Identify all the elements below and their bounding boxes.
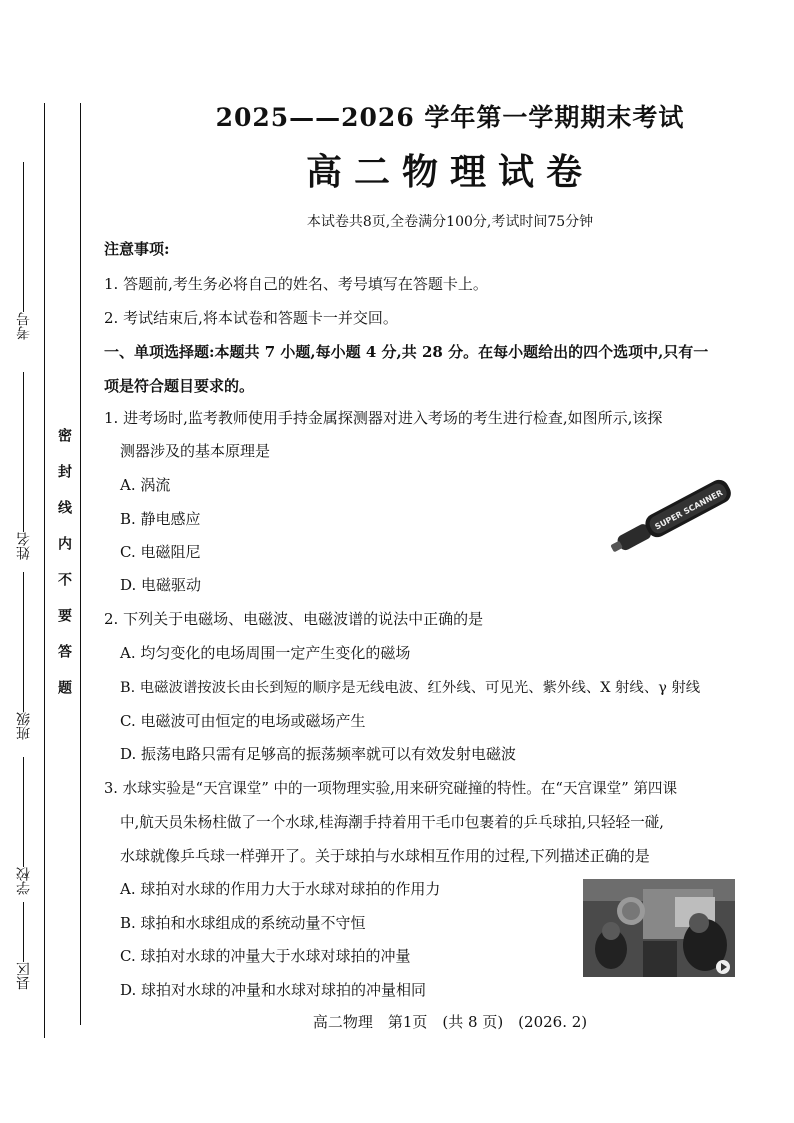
exam-info: 本试卷共8页,全卷满分100分,考试时间75分钟: [306, 214, 594, 230]
q3-option-a[interactable]: A. 球拍对水球的作用力大于水球对球拍的作用力: [120, 880, 441, 898]
section-heading: 一、单项选择题:本题共 7 小题,每小题 4 分,共 28 分。在每小题给出的四个选项中,只有一: [104, 343, 709, 361]
subject-title: 高二物理试卷: [305, 151, 594, 193]
question-1-text: 1. 进考场时,监考教师使用手持金属探测器对进入考场的考生进行检查,如图所示,该探: [104, 409, 663, 427]
q2-option-b[interactable]: B. 电磁波谱按波长由长到短的顺序是无线电波、红外线、可见光、紫外线、X 射线、γ 射线: [120, 680, 701, 696]
notice-heading: 注意事项:: [104, 240, 170, 258]
q1-option-b[interactable]: B. 静电感应: [120, 510, 201, 528]
q2-option-c[interactable]: C. 电磁波可由恒定的电场或磁场产生: [120, 712, 366, 730]
q1-option-c[interactable]: C. 电磁阻尼: [120, 543, 201, 561]
metal-detector-figure: [604, 466, 744, 566]
field-label: 班级: [16, 712, 32, 740]
field-school[interactable]: [8, 745, 40, 895]
field-label: 考号: [16, 312, 32, 340]
detector-label: SUPER SCANNER: [653, 488, 725, 532]
exam-title: 2025——2026 学年第一学期期末考试: [215, 103, 685, 132]
field-label: 姓名: [16, 532, 32, 560]
field-class[interactable]: [8, 560, 40, 740]
question-3-text: 3. 水球实验是“天宫课堂” 中的一项物理实验,用来研究碰撞的特性。在“天宫课堂” 第四课: [104, 780, 678, 797]
field-exam-number[interactable]: [8, 150, 40, 340]
q3-option-b[interactable]: B. 球拍和水球组成的系统动量不守恒: [120, 914, 366, 932]
field-county[interactable]: [8, 900, 40, 990]
question-3-text: 水球就像乒乓球一样弹开了。关于球拍与水球相互作用的过程,下列描述正确的是: [120, 847, 650, 865]
q3-option-d[interactable]: D. 球拍对水球的冲量和水球对球拍的冲量相同: [120, 981, 427, 999]
seal-note: 密封线内不要答题: [56, 428, 72, 716]
notice-item: 1. 答题前,考生务必将自己的姓名、考号填写在答题卡上。: [104, 275, 488, 293]
q1-option-a[interactable]: A. 涡流: [120, 476, 171, 494]
notice-item: 2. 考试结束后,将本试卷和答题卡一并交回。: [104, 309, 398, 327]
q1-option-d[interactable]: D. 电磁驱动: [120, 576, 202, 594]
section-heading-cont: 项是符合题目要求的。: [104, 377, 255, 395]
q2-option-d[interactable]: D. 振荡电路只需有足够高的振荡频率就可以有效发射电磁波: [120, 745, 517, 763]
tiangong-classroom-photo: [583, 879, 735, 977]
seal-line-right: [80, 103, 81, 1025]
question-1-text: 测器涉及的基本原理是: [120, 442, 271, 460]
q2-option-a[interactable]: A. 均匀变化的电场周围一定产生变化的磁场: [120, 644, 411, 662]
page-footer: 高二物理 第1页 (共 8 页) (2026. 2): [312, 1013, 588, 1031]
field-label: 学校: [16, 867, 32, 895]
question-2-text: 2. 下列关于电磁场、电磁波、电磁波谱的说法中正确的是: [104, 610, 484, 628]
field-label: 县区: [16, 962, 32, 990]
q3-option-c[interactable]: C. 球拍对水球的冲量大于水球对球拍的冲量: [120, 947, 411, 965]
question-3-text: 中,航天员朱杨柱做了一个水球,桂海潮手持着用干毛巾包裹着的乒乓球拍,只轻轻一碰,: [120, 814, 664, 831]
field-name[interactable]: [8, 360, 40, 560]
seal-line-left: [44, 103, 45, 1038]
